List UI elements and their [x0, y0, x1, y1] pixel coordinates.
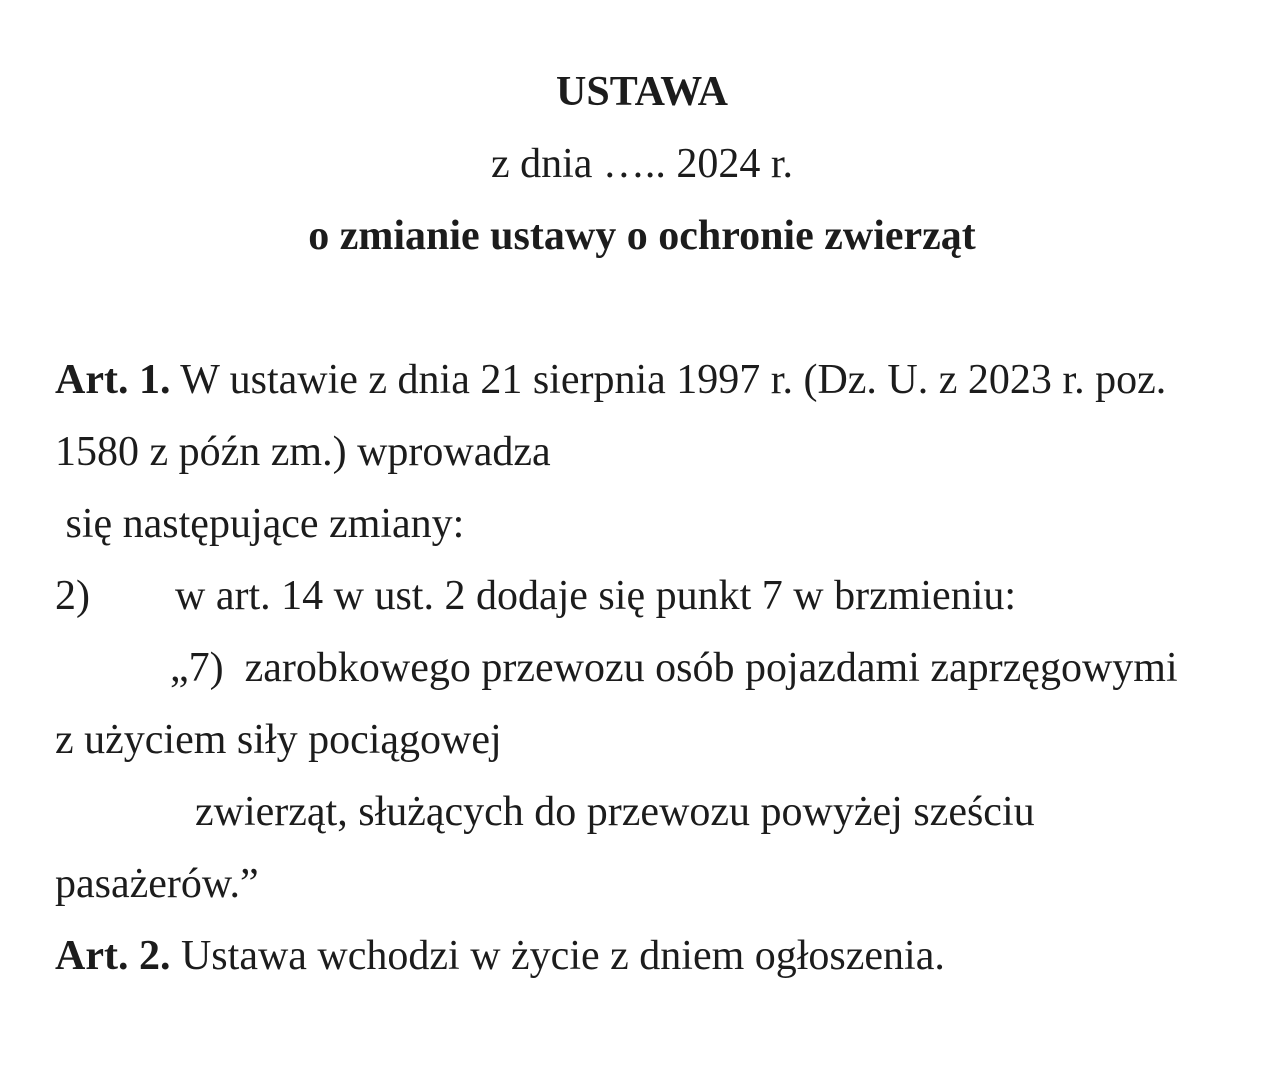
text-segment: pasażerów.” [55, 861, 259, 907]
text-segment: się następujące zmiany: [55, 501, 465, 547]
document-subject-line: o zmianie ustawy o ochronie zwierząt [308, 213, 976, 259]
document-line [55, 416, 1284, 488]
text-segment: W ustawie z dnia 21 sierpnia 1997 r. (Dz. U. z 2023 r. poz. [170, 357, 1167, 403]
text-segment: 1580 z późn zm.) wprowadza [55, 429, 551, 475]
text-segment: zwierząt, służących do przewozu powyżej sześciu [195, 789, 1035, 835]
document-line [55, 488, 1284, 560]
text-segment: w art. 14 w ust. 2 dodaje się punkt 7 w brzmieniu: [175, 573, 1017, 619]
document-body [0, 344, 1284, 992]
bold-text-segment: Art. 2. [55, 933, 171, 979]
document-line [55, 776, 1284, 848]
document-date-line: z dnia ….. 2024 r. [490, 141, 794, 187]
document-line [55, 848, 1284, 920]
text-segment: 2) [55, 573, 90, 619]
document-header [0, 56, 1284, 272]
document-title: USTAWA [556, 69, 728, 115]
text-segment: Ustawa wchodzi w życie z dniem ogłoszenia. [170, 933, 945, 979]
document-line [55, 344, 1284, 416]
text-segment: z użyciem siły pociągowej [55, 717, 502, 763]
document-line [55, 704, 1284, 776]
bold-text-segment: Art. 1. [55, 357, 171, 403]
document-line [55, 560, 1284, 632]
text-segment: „7) zarobkowego przewozu osób pojazdami zaprzęgowymi [170, 645, 1178, 691]
document-line [55, 920, 1284, 992]
document-line [55, 632, 1284, 704]
